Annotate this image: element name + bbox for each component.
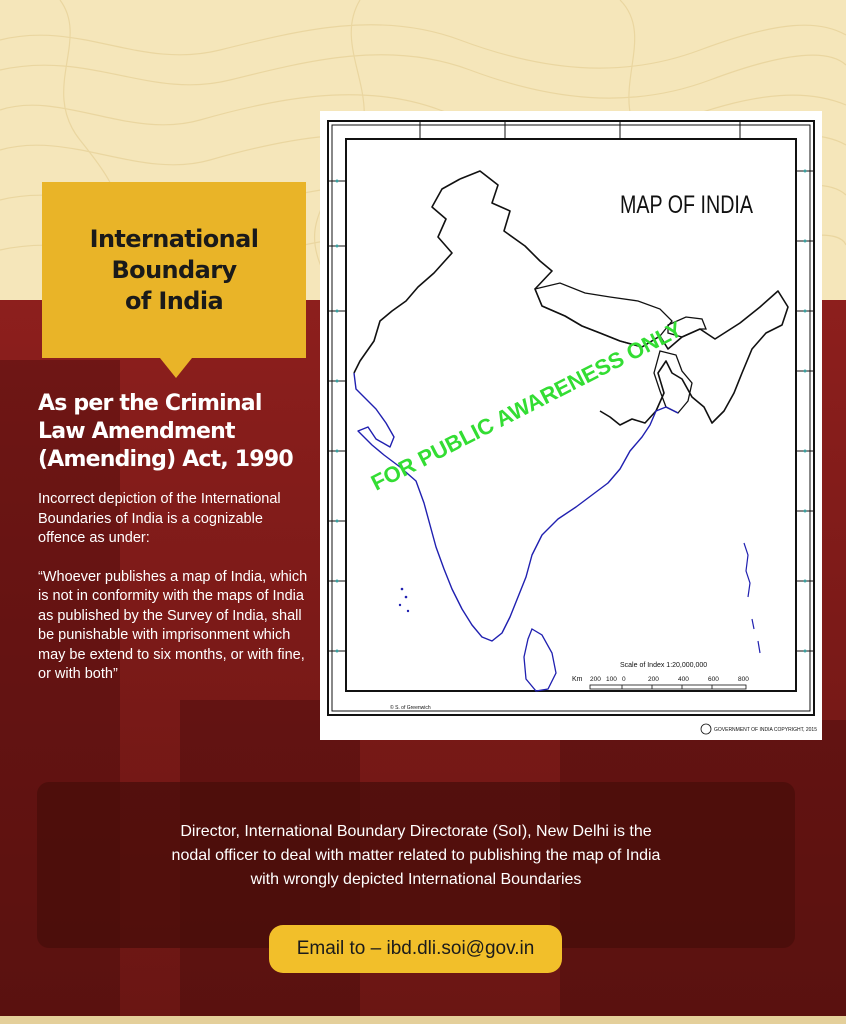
info-line-2: nodal officer to deal with matter related to publishing the map of India (171, 847, 661, 864)
info-line-3: with wrongly depicted International Boundaries (250, 871, 582, 888)
map-copyright: GOVERNMENT OF INDIA COPYRIGHT, 2015 (714, 727, 817, 733)
scale-tick-label: 800 (738, 676, 749, 683)
india-map (320, 111, 822, 740)
email-contact-button[interactable] (269, 925, 562, 973)
info-line-1: Director, International Boundary Directorate (SoI), New Delhi is the (180, 823, 652, 840)
act-quote: “Whoever publishes a map of India, which is not in conformity with the maps of India as published by the Survey of India, shall be punishable with imprisonment which may be extend to six months, or with fine, or with both” (38, 568, 308, 682)
nodal-officer-panel (37, 782, 795, 948)
public-awareness-watermark: FOR PUBLIC AWARENESS ONLY (366, 316, 687, 496)
scale-tick-label: 100 (606, 676, 617, 683)
nodal-officer-text (37, 820, 795, 892)
title-line-3: of India (124, 286, 224, 315)
map-card (320, 111, 822, 740)
act-heading-line-1: As per the Criminal (38, 391, 262, 416)
scale-tick-labels (590, 676, 749, 683)
act-heading-line-2: Law Amendment (38, 419, 235, 444)
scale-tick-label: 0 (622, 676, 626, 683)
scale-tick-label: 200 (648, 676, 659, 683)
title-box (42, 182, 306, 358)
india-west-border (354, 179, 460, 373)
copyright-icon (701, 724, 711, 734)
scale-title: Scale of Index 1:20,000,000 (620, 662, 708, 669)
survey-note: © S. of Greenwich (390, 705, 431, 711)
email-label: Email to – ibd.dli.soi@gov.in (296, 938, 535, 959)
page-title (90, 224, 259, 317)
act-body (38, 490, 310, 704)
footer-strip (0, 1016, 846, 1024)
title-line-1: International (89, 224, 259, 253)
title-line-2: Boundary (111, 255, 237, 284)
andaman-islands (744, 543, 760, 653)
scale-tick-label: 200 (590, 676, 601, 683)
scale-bar (590, 685, 746, 689)
scale-tick-label: 400 (678, 676, 689, 683)
sri-lanka-outline (524, 629, 556, 691)
act-heading-line-3: (Amending) Act, 1990 (38, 447, 293, 472)
map-title: MAP OF INDIA (620, 191, 754, 219)
graticule-marks (336, 170, 807, 653)
inner-frame (346, 139, 796, 691)
scale-tick-label: 600 (708, 676, 719, 683)
lakshadweep-islands (399, 588, 409, 612)
act-intro: Incorrect depiction of the International Boundaries of India is a cognizable offence as under: (38, 491, 281, 546)
act-heading (38, 390, 318, 474)
scale-unit: Km (572, 676, 583, 683)
